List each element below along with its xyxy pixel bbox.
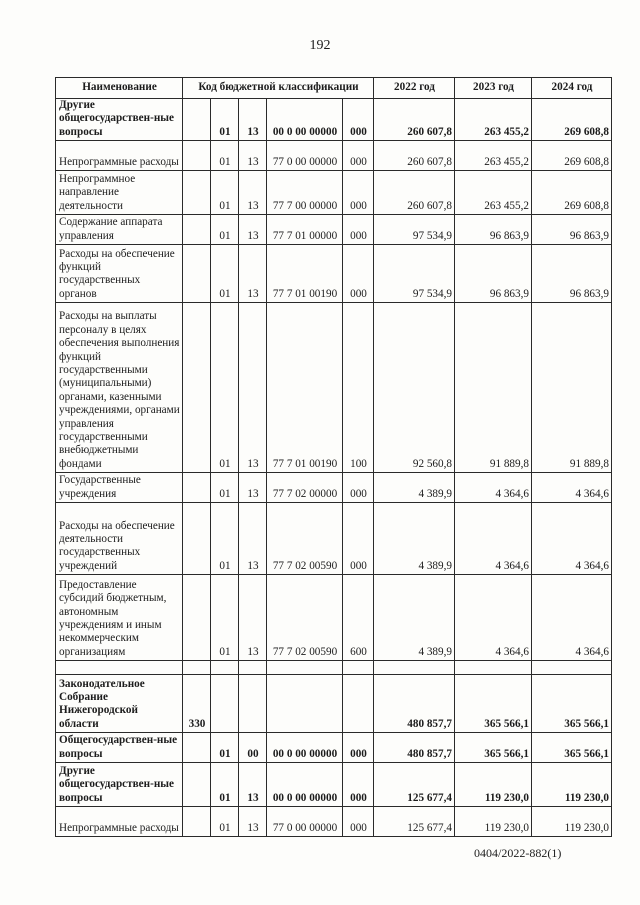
cell-2023: 4 364,6: [455, 473, 532, 503]
table-row: [56, 99, 612, 141]
cell-section: 01: [211, 245, 239, 303]
cell-name: Непрограммные расходы: [56, 807, 183, 837]
cell-ministry-code: [183, 303, 211, 473]
table-row: [56, 675, 612, 733]
cell-target-article: 77 7 02 00000: [267, 473, 343, 503]
cell-2024: 269 608,8: [532, 171, 612, 215]
table-row: [56, 303, 612, 473]
cell-2024: 4 364,6: [532, 503, 612, 575]
cell-target-article: 77 7 02 00590: [267, 575, 343, 661]
cell-expense-type: 000: [343, 141, 374, 171]
cell-subsection: 13: [239, 303, 267, 473]
table-body: [56, 99, 612, 837]
cell-section: 01: [211, 215, 239, 245]
cell-ministry-code: [183, 171, 211, 215]
cell-target-article: 00 0 00 00000: [267, 99, 343, 141]
table-row: [56, 215, 612, 245]
cell-ministry-code: [183, 575, 211, 661]
cell-name: Государственные учреждения: [56, 473, 183, 503]
cell-expense-type: 100: [343, 303, 374, 473]
header-2023: 2023 год: [455, 78, 532, 99]
cell-2022: 92 560,8: [374, 303, 455, 473]
budget-table: [55, 77, 612, 837]
cell-2023: 4 364,6: [455, 503, 532, 575]
cell-target-article: [267, 675, 343, 733]
cell-expense-type: 000: [343, 733, 374, 763]
cell-2022: 480 857,7: [374, 675, 455, 733]
cell-ministry-code: [183, 807, 211, 837]
cell-expense-type: 000: [343, 763, 374, 807]
cell-expense-type: 000: [343, 503, 374, 575]
cell-target-article: 00 0 00 00000: [267, 763, 343, 807]
cell-expense-type: 000: [343, 473, 374, 503]
table-row: [56, 575, 612, 661]
table-row: [56, 733, 612, 763]
empty-cell: [374, 661, 455, 675]
cell-subsection: 13: [239, 473, 267, 503]
empty-cell: [267, 661, 343, 675]
cell-ministry-code: [183, 215, 211, 245]
cell-subsection: 13: [239, 171, 267, 215]
cell-subsection: 13: [239, 763, 267, 807]
cell-name: Непрограммные расходы: [56, 141, 183, 171]
cell-ministry-code: [183, 473, 211, 503]
cell-subsection: 13: [239, 99, 267, 141]
cell-ministry-code: [183, 763, 211, 807]
spacer-row: [56, 661, 612, 675]
cell-section: 01: [211, 503, 239, 575]
cell-2022: 4 389,9: [374, 575, 455, 661]
cell-target-article: 77 7 01 00190: [267, 245, 343, 303]
table-row: [56, 503, 612, 575]
cell-name: Расходы на выплаты персоналу в целях обеспечения выполнения функций государственными (муниципальными) органами, казенными учреждениями, органами управления государственными внебюджетными фондами: [56, 303, 183, 473]
cell-2022: 4 389,9: [374, 503, 455, 575]
cell-section: [211, 675, 239, 733]
cell-subsection: 13: [239, 245, 267, 303]
cell-ministry-code: [183, 503, 211, 575]
table-row: [56, 141, 612, 171]
cell-name: Другие общегосударствен-ные вопросы: [56, 763, 183, 807]
cell-section: 01: [211, 303, 239, 473]
cell-expense-type: 000: [343, 807, 374, 837]
cell-2023: 4 364,6: [455, 575, 532, 661]
document-code: 0404/2022-882(1): [474, 846, 562, 860]
cell-2022: 260 607,8: [374, 171, 455, 215]
cell-name: Предоставление субсидий бюджетным, автономным учреждениям и иным некоммерческим организациям: [56, 575, 183, 661]
cell-2022: 480 857,7: [374, 733, 455, 763]
table-row: [56, 763, 612, 807]
empty-cell: [239, 661, 267, 675]
cell-2024: 4 364,6: [532, 473, 612, 503]
cell-ministry-code: [183, 733, 211, 763]
cell-2024: 4 364,6: [532, 575, 612, 661]
cell-name: Законодательное Собрание Нижегородской области: [56, 675, 183, 733]
table-row: [56, 473, 612, 503]
cell-2023: 96 863,9: [455, 215, 532, 245]
cell-section: 01: [211, 763, 239, 807]
cell-target-article: 77 7 02 00590: [267, 503, 343, 575]
cell-expense-type: 000: [343, 245, 374, 303]
empty-cell: [455, 661, 532, 675]
cell-2024: 119 230,0: [532, 807, 612, 837]
page-number: 192: [309, 38, 331, 53]
empty-cell: [56, 661, 183, 675]
cell-2023: 119 230,0: [455, 807, 532, 837]
cell-2024: 365 566,1: [532, 733, 612, 763]
cell-expense-type: [343, 675, 374, 733]
cell-name: Расходы на обеспечение деятельности государственных учреждений: [56, 503, 183, 575]
cell-subsection: 13: [239, 575, 267, 661]
cell-name: Общегосударствен-ные вопросы: [56, 733, 183, 763]
cell-section: 01: [211, 733, 239, 763]
cell-name: Другие общегосударствен-ные вопросы: [56, 99, 183, 141]
cell-target-article: 77 7 00 00000: [267, 171, 343, 215]
cell-subsection: 13: [239, 141, 267, 171]
header-name: Наименование: [56, 78, 183, 99]
cell-target-article: 77 7 01 00190: [267, 303, 343, 473]
cell-2023: 263 455,2: [455, 99, 532, 141]
cell-expense-type: 000: [343, 215, 374, 245]
cell-2024: 91 889,8: [532, 303, 612, 473]
cell-ministry-code: [183, 99, 211, 141]
cell-section: 01: [211, 575, 239, 661]
cell-2023: 119 230,0: [455, 763, 532, 807]
cell-subsection: 13: [239, 807, 267, 837]
cell-2023: 91 889,8: [455, 303, 532, 473]
cell-2024: 269 608,8: [532, 141, 612, 171]
cell-section: 01: [211, 473, 239, 503]
cell-name: Содержание аппарата управления: [56, 215, 183, 245]
cell-2022: 97 534,9: [374, 245, 455, 303]
cell-2023: 365 566,1: [455, 733, 532, 763]
cell-2023: 96 863,9: [455, 245, 532, 303]
cell-2024: 96 863,9: [532, 245, 612, 303]
cell-2022: 4 389,9: [374, 473, 455, 503]
table-row: [56, 245, 612, 303]
cell-2022: 125 677,4: [374, 807, 455, 837]
cell-target-article: 77 7 01 00000: [267, 215, 343, 245]
table-row: [56, 807, 612, 837]
cell-2022: 97 534,9: [374, 215, 455, 245]
cell-2022: 125 677,4: [374, 763, 455, 807]
cell-target-article: 00 0 00 00000: [267, 733, 343, 763]
cell-target-article: 77 0 00 00000: [267, 807, 343, 837]
empty-cell: [211, 661, 239, 675]
cell-expense-type: 000: [343, 99, 374, 141]
cell-ministry-code: [183, 245, 211, 303]
cell-section: 01: [211, 807, 239, 837]
cell-section: 01: [211, 99, 239, 141]
cell-2022: 260 607,8: [374, 141, 455, 171]
cell-name: Непрограммное направление деятельности: [56, 171, 183, 215]
cell-2024: 96 863,9: [532, 215, 612, 245]
cell-expense-type: 600: [343, 575, 374, 661]
cell-target-article: 77 0 00 00000: [267, 141, 343, 171]
cell-2024: 365 566,1: [532, 675, 612, 733]
cell-2024: 269 608,8: [532, 99, 612, 141]
header-2024: 2024 год: [532, 78, 612, 99]
cell-2023: 365 566,1: [455, 675, 532, 733]
empty-cell: [343, 661, 374, 675]
cell-subsection: 13: [239, 503, 267, 575]
header-budget-code: Код бюджетной классификации: [183, 78, 374, 99]
cell-2024: 119 230,0: [532, 763, 612, 807]
cell-name: Расходы на обеспечение функций государственных органов: [56, 245, 183, 303]
cell-expense-type: 000: [343, 171, 374, 215]
cell-2023: 263 455,2: [455, 171, 532, 215]
cell-section: 01: [211, 141, 239, 171]
header-2022: 2022 год: [374, 78, 455, 99]
cell-subsection: [239, 675, 267, 733]
cell-subsection: 00: [239, 733, 267, 763]
cell-ministry-code: [183, 141, 211, 171]
cell-subsection: 13: [239, 215, 267, 245]
table-header-row: [56, 78, 612, 99]
cell-section: 01: [211, 171, 239, 215]
empty-cell: [532, 661, 612, 675]
cell-2023: 263 455,2: [455, 141, 532, 171]
cell-2022: 260 607,8: [374, 99, 455, 141]
empty-cell: [183, 661, 211, 675]
table-row: [56, 171, 612, 215]
cell-ministry-code: 330: [183, 675, 211, 733]
